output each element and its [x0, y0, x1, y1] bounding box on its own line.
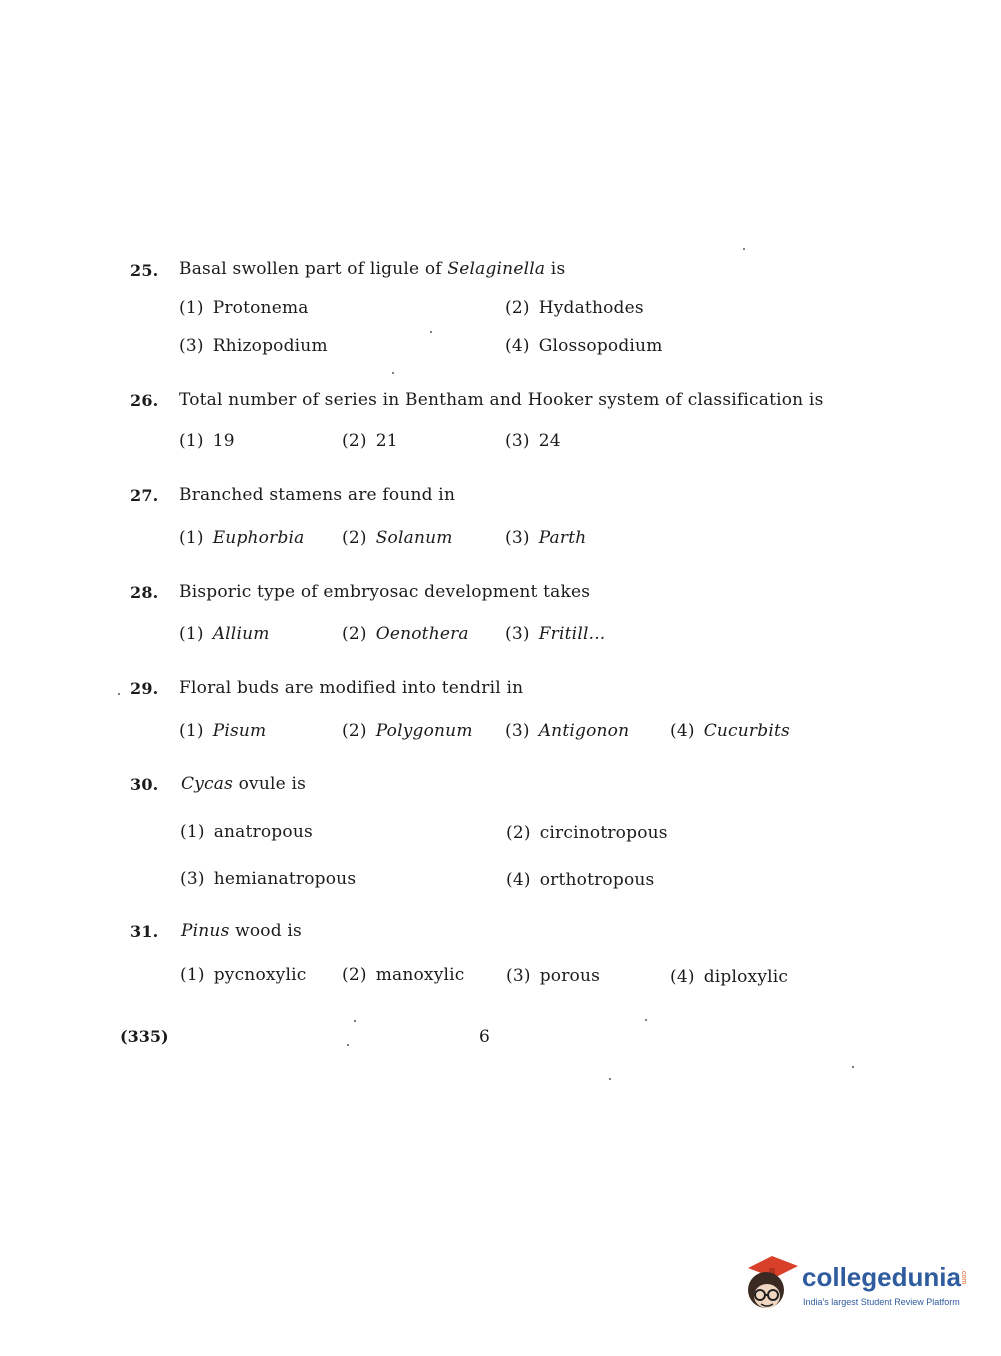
scan-speck — [430, 331, 432, 333]
scan-speck — [354, 1020, 356, 1022]
option: (4) Cucurbits — [670, 721, 790, 741]
question-text: Bisporic type of embryosac development takes — [179, 582, 591, 602]
brand-suffix: .com — [960, 1269, 967, 1285]
option: (2) manoxylic — [342, 965, 465, 985]
option: (2) Oenothera — [342, 624, 469, 644]
option: (4) Glossopodium — [505, 336, 663, 356]
option: (1) Pisum — [179, 721, 267, 741]
option: (3) Rhizopodium — [179, 336, 328, 356]
page-number: 6 — [479, 1027, 490, 1047]
option: (2) 21 — [342, 431, 398, 451]
option: (4) diploxylic — [670, 967, 789, 987]
question-number: 25. — [130, 261, 159, 280]
option: (3) Antigonon — [505, 721, 630, 741]
option: (3) 24 — [505, 431, 561, 451]
scan-speck — [347, 1044, 349, 1046]
question-number: 28. — [130, 583, 159, 602]
mascot-icon — [742, 1250, 800, 1316]
option: (4) orthotropous — [506, 870, 655, 890]
scan-speck — [609, 1078, 611, 1080]
question-number: 27. — [130, 486, 159, 505]
question-text: Pinus wood is — [181, 921, 302, 941]
scan-speck — [743, 248, 745, 250]
question-number: 30. — [130, 775, 159, 794]
question-text: Total number of series in Bentham and Hooker system of classification is — [179, 390, 824, 410]
option: (2) circinotropous — [506, 823, 668, 843]
scan-speck — [852, 1066, 854, 1068]
scan-speck — [118, 693, 120, 695]
option: (2) Polygonum — [342, 721, 473, 741]
option: (3) Fritill... — [505, 624, 606, 644]
scan-speck — [645, 1019, 647, 1021]
option: (1) Protonema — [179, 298, 309, 318]
paper-code: (335) — [120, 1027, 169, 1046]
option: (1) 19 — [179, 431, 235, 451]
option: (2) Solanum — [342, 528, 453, 548]
question-number: 26. — [130, 391, 159, 410]
collegedunia-logo — [742, 1250, 972, 1320]
option: (1) pycnoxylic — [180, 965, 307, 985]
brand-tagline: India's largest Student Review Platform — [803, 1297, 960, 1307]
question-text: Basal swollen part of ligule of Selaginella is — [179, 259, 566, 279]
question-number: 29. — [130, 679, 159, 698]
option: (3) Parth — [505, 528, 587, 548]
option: (1) Allium — [179, 624, 270, 644]
option: (1) Euphorbia — [179, 528, 305, 548]
question-text: Floral buds are modified into tendril in — [179, 678, 524, 698]
option: (2) Hydathodes — [505, 298, 644, 318]
scan-speck — [392, 372, 394, 374]
option: (3) hemianatropous — [180, 869, 357, 889]
question-text: Cycas ovule is — [181, 774, 307, 794]
question-number: 31. — [130, 922, 159, 941]
brand-name: collegedunia — [802, 1262, 961, 1292]
question-text: Branched stamens are found in — [179, 485, 456, 505]
option: (3) porous — [506, 966, 601, 986]
option: (1) anatropous — [180, 822, 313, 842]
